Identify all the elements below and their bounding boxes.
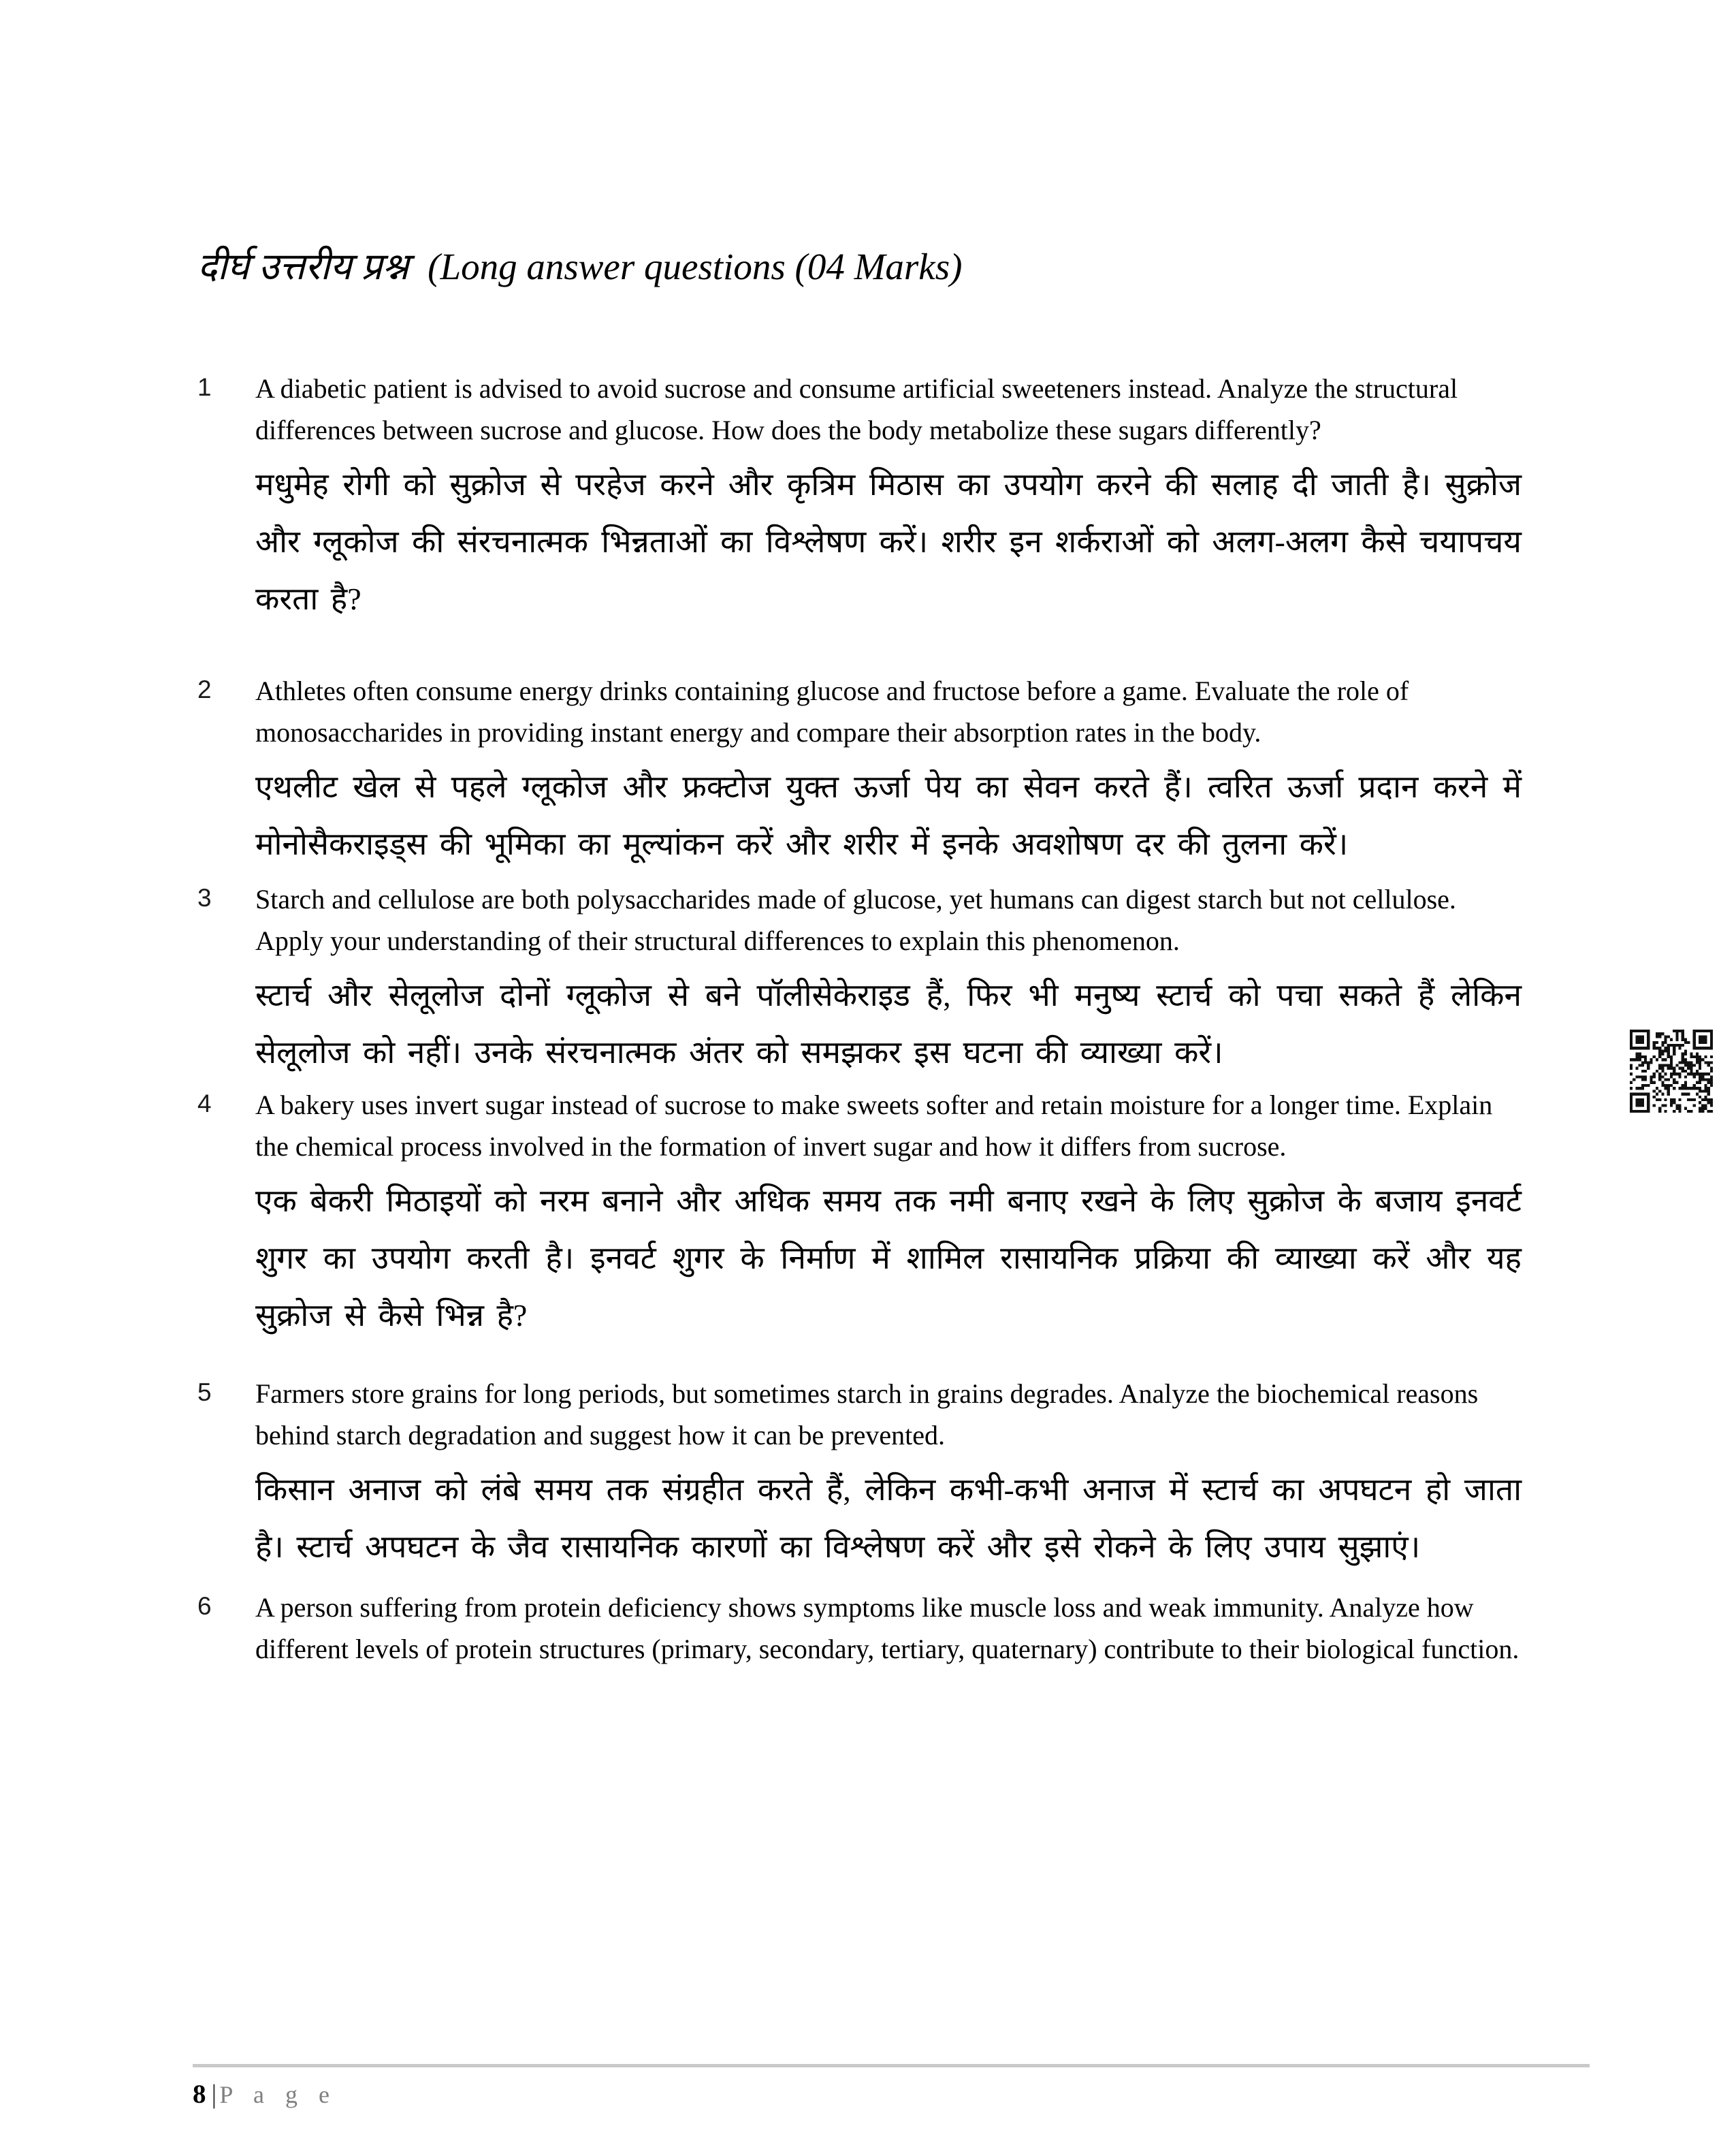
question-body bbox=[255, 1373, 1522, 1576]
question-text-english: A person suffering from protein deficiency shows symptoms like muscle loss and weak immunity. Analyze how different levels of protein structures (primary, secondary, tertiary, quaternary) contribute to their biological function. bbox=[255, 1592, 1520, 1664]
question-number: 1 bbox=[197, 373, 212, 401]
footer-divider bbox=[193, 2064, 1590, 2067]
question-item-6 bbox=[197, 1587, 1525, 1670]
question-body bbox=[255, 670, 1522, 873]
question-text-english: A bakery uses invert sugar instead of sucrose to make sweets softer and retain moisture for a longer time. Explain the chemical process involved in the formation of invert sugar and how it differs from sucrose. bbox=[255, 1090, 1493, 1162]
question-body bbox=[255, 878, 1522, 1081]
footer-page-number: 8 bbox=[193, 2080, 206, 2109]
page-title-hindi: दीर्घ उत्तरीय प्रश्न bbox=[197, 246, 409, 287]
question-number: 2 bbox=[197, 676, 212, 703]
question-number: 6 bbox=[197, 1592, 212, 1620]
question-item-2 bbox=[197, 670, 1525, 873]
question-number: 3 bbox=[197, 884, 212, 912]
question-body bbox=[255, 1587, 1522, 1670]
qr-code-icon bbox=[1630, 1030, 1713, 1113]
question-number: 4 bbox=[197, 1090, 212, 1117]
question-text-english: A diabetic patient is advised to avoid sucrose and consume artificial sweeteners instead. Analyze the structural differences between sucrose and glucose. How does the body metabolize these sugars differently? bbox=[255, 373, 1458, 445]
footer-separator: | bbox=[211, 2080, 217, 2109]
question-item-1 bbox=[197, 368, 1525, 628]
question-text-hindi: मधुमेह रोगी को सुक्रोज से परहेज करने और कृत्रिम मिठास का उपयोग करने की सलाह दी जाती है। सुक्रोज और ग्लूकोज की संरचनात्मक भिन्नताओं का विश्लेषण करें। शरीर इन शर्कराओं को अलग-अलग कैसे चयापचय करता है? bbox=[255, 467, 1522, 616]
footer bbox=[193, 2078, 337, 2111]
footer-page-label: P a g e bbox=[219, 2081, 337, 2108]
question-item-4 bbox=[197, 1084, 1525, 1344]
page-title-english: (Long answer questions (04 Marks) bbox=[428, 246, 963, 287]
page-title bbox=[197, 240, 962, 291]
question-text-english: Farmers store grains for long periods, but sometimes starch in grains degrades. Analyze the biochemical reasons behind starch degradation and suggest how it can be prevented. bbox=[255, 1378, 1479, 1450]
question-text-hindi: किसान अनाज को लंबे समय तक संग्रहीत करते हैं, लेकिन कभी-कभी अनाज में स्टार्च का अपघटन हो जाता है। स्टार्च अपघटन के जैव रासायनिक कारणों का विश्लेषण करें और इसे रोकने के लिए उपाय सुझाएं। bbox=[255, 1472, 1522, 1564]
question-list bbox=[197, 368, 1525, 1670]
question-body bbox=[255, 1084, 1522, 1344]
question-text-english: Starch and cellulose are both polysaccharides made of glucose, yet humans can digest starch but not cellulose. Apply your understanding of their structural differences to explain this phenomenon. bbox=[255, 884, 1456, 956]
question-item-3 bbox=[197, 878, 1525, 1081]
question-text-hindi: एथलीट खेल से पहले ग्लूकोज और फ्रक्टोज युक्त ऊर्जा पेय का सेवन करते हैं। त्वरित ऊर्जा प्रदान करने में मोनोसैकराइड्स की भूमिका का मूल्यांकन करें और शरीर में इनके अवशोषण दर की तुलना करें। bbox=[255, 769, 1522, 861]
question-text-hindi: स्टार्च और सेलूलोज दोनों ग्लूकोज से बने पॉलीसेकेराइड हैं, फिर भी मनुष्य स्टार्च को पचा सकते हैं लेकिन सेलूलोज को नहीं। उनके संरचनात्मक अंतर को समझकर इस घटना की व्याख्या करें। bbox=[255, 978, 1522, 1070]
question-text-english: Athletes often consume energy drinks containing glucose and fructose before a game. Evaluate the role of monosaccharides in providing instant energy and compare their absorption rates in the body. bbox=[255, 676, 1409, 748]
question-item-5 bbox=[197, 1373, 1525, 1576]
question-number: 5 bbox=[197, 1378, 212, 1406]
question-text-hindi: एक बेकरी मिठाइयों को नरम बनाने और अधिक समय तक नमी बनाए रखने के लिए सुक्रोज के बजाय इनवर्ट शुगर का उपयोग करती है। इनवर्ट शुगर के निर्माण में शामिल रासायनिक प्रक्रिया की व्याख्या करें और यह सुक्रोज से कैसे भिन्न है? bbox=[255, 1183, 1522, 1333]
question-body bbox=[255, 368, 1522, 628]
